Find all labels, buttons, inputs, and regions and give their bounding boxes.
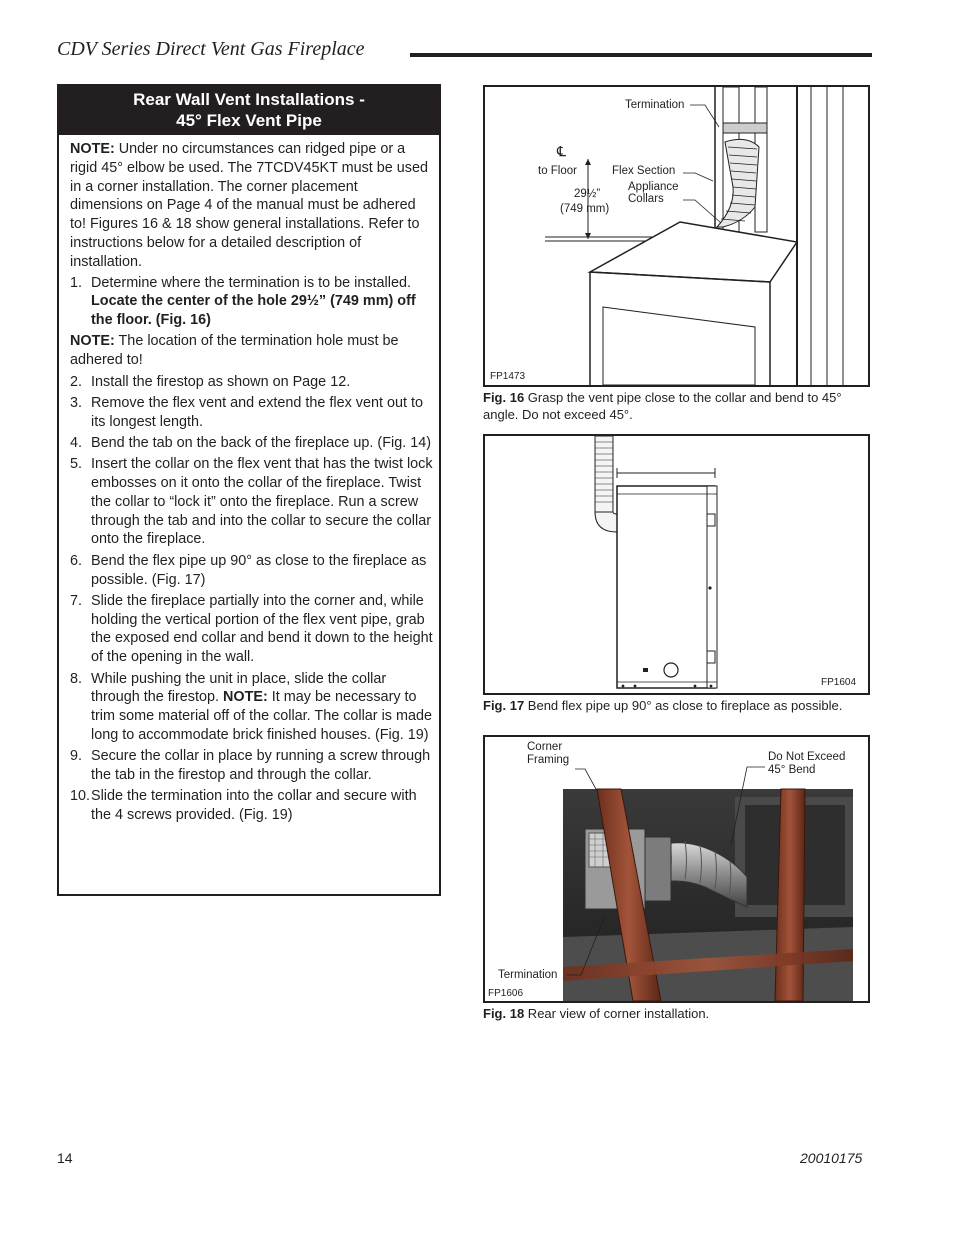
label-centerline: ℄ [557, 143, 566, 159]
note-text: The location of the termination hole must be adhered to! [70, 333, 399, 369]
caption-number: Fig. 16 [483, 390, 525, 405]
step-number: 2. [70, 373, 83, 390]
caption-number: Fig. 18 [483, 1006, 525, 1021]
label-flex-section: Flex Section [612, 165, 676, 177]
instructions-body [59, 135, 439, 825]
step-10 [70, 787, 433, 825]
steps-list [70, 274, 433, 825]
figure-16-caption [483, 389, 868, 423]
label-termination: Termination [498, 969, 558, 981]
step-5 [70, 455, 433, 549]
intro-note-label: NOTE: [70, 141, 115, 157]
caption-text: Grasp the vent pipe close to the collar and bend to 45° angle. Do not exceed 45°. [483, 390, 842, 422]
figure-18-caption [483, 1005, 868, 1022]
step-number: 9. [70, 748, 83, 765]
step-text: Secure the collar in place by running a screw through the tab in the firestop and through the collar. [91, 748, 431, 783]
label-collars: Collars [628, 193, 664, 205]
step-text: Insert the collar on the flex vent that has the twist lock embosses on it onto the collar of the fireplace. Twist the collar to “lock it” onto the fireplace. Run a screw through the tab and into the collar to secure the collar onto the fireplace. [91, 456, 433, 548]
figure-17-caption [483, 697, 868, 714]
step-number: 7. [70, 592, 83, 609]
step-text-2: It may be necessary to trim some material off of the collar. The collar is made long to accommodate brick finished houses. (Fig. 19) [91, 689, 432, 743]
step-3 [70, 394, 433, 432]
section-title-line2: 45° Flex Vent Pipe [176, 111, 322, 130]
intro-note-text: Under no circumstances can ridged pipe or a rigid 45° elbow be used. The 7TCDV45KT must be used in a corner installation. The corner placement dimensions on Page 4 of the manual must be adhered to! Figures 16 & 18 show general installations. Refer to instructions below for a detailed description of installation. [70, 141, 428, 270]
page-header-title: CDV Series Direct Vent Gas Fireplace [57, 38, 365, 60]
page-number: 14 [57, 1150, 73, 1166]
step-number: 4. [70, 434, 83, 451]
intro-note [70, 140, 433, 272]
caption-text: Bend flex pipe up 90° as close to fireplace as possible. [524, 698, 843, 713]
step-text: Install the firestop as shown on Page 12. [91, 373, 351, 390]
step-9 [70, 747, 433, 785]
instructions-box [57, 84, 441, 896]
step-4 [70, 434, 433, 453]
document-number: 20010175 [800, 1150, 863, 1166]
figure-16 [483, 85, 870, 387]
label-dimension-mm: (749 mm) [560, 203, 610, 215]
step-1-note [70, 332, 433, 370]
step-number: 6. [70, 552, 83, 569]
header-rule [410, 53, 872, 57]
step-text: Remove the flex vent and extend the flex vent out to its longest length. [91, 394, 423, 430]
label-appliance: Appliance [628, 181, 679, 193]
step-8 [70, 670, 433, 745]
step-7 [70, 592, 433, 667]
step-text: Bend the flex pipe up 90° as close to the fireplace as possible. (Fig. 17) [91, 552, 427, 588]
step-number: 5. [70, 456, 83, 473]
figure-code: FP1606 [488, 988, 524, 999]
figure-16-drawing [485, 87, 868, 385]
label-do-not-exceed: Do Not Exceed [768, 751, 846, 763]
label-corner: Corner [527, 741, 563, 753]
note-label: NOTE: [70, 333, 115, 350]
step-number: 1. [70, 274, 83, 291]
label-termination: Termination [625, 99, 685, 111]
section-title-line1: Rear Wall Vent Installations - [133, 90, 365, 109]
label-bend: 45° Bend [768, 764, 816, 776]
caption-number: Fig. 17 [483, 698, 525, 713]
step-text: While pushing the unit in place, slide the collar through the firestop. [91, 670, 387, 706]
section-title [59, 86, 439, 135]
step-number: 10. [70, 788, 91, 805]
step-note-label: NOTE: [223, 689, 268, 706]
step-text: Bend the tab on the back of the fireplace up. (Fig. 14) [91, 434, 431, 451]
figure-code: FP1604 [821, 677, 857, 688]
step-number: 8. [70, 670, 83, 687]
step-6 [70, 552, 433, 590]
step-number: 3. [70, 394, 83, 411]
label-framing: Framing [527, 754, 570, 766]
step-text-bold: Locate the center of the hole 29½” (749 mm) off the floor. (Fig. 16) [91, 293, 416, 329]
step-text: Slide the termination into the collar and secure with the 4 screws provided. (Fig. 19) [91, 788, 417, 824]
step-1 [70, 274, 433, 330]
figure-18 [483, 735, 870, 1003]
step-text: Determine where the termination is to be installed. [91, 274, 411, 291]
figure-17-drawing [485, 436, 868, 693]
step-text: Slide the fireplace partially into the corner and, while holding the vertical portion of the flex vent pipe, grab the exposed end collar and bend it down to the height of the opening in the wall. [91, 592, 433, 666]
caption-text: Rear view of corner installation. [524, 1006, 710, 1021]
label-dimension-in: 29½” [574, 188, 601, 200]
step-2 [70, 373, 433, 392]
label-to-floor: to Floor [538, 165, 577, 177]
figure-17 [483, 434, 870, 695]
figure-code: FP1473 [490, 371, 526, 382]
